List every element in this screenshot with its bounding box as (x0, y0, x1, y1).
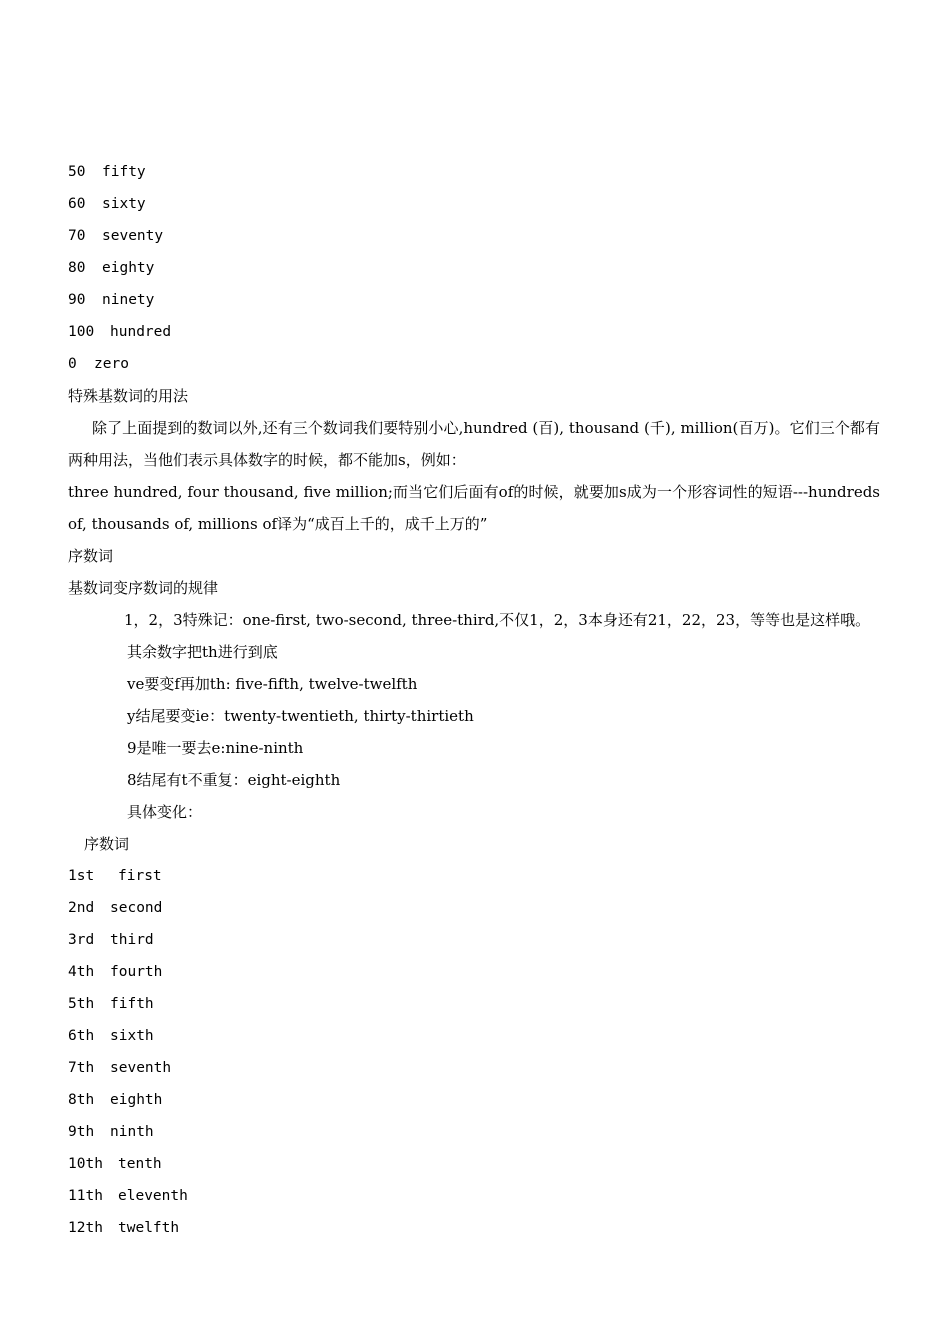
cardinal-number: 60 (68, 196, 86, 212)
ordinal-word: fourth (110, 964, 163, 980)
cardinal-word: eighty (102, 260, 155, 276)
ordinal-row (68, 892, 880, 924)
ordinal-rule-item: ve要变f再加th: five-fifth, twelve-twelfth (127, 675, 418, 693)
ordinal-word: seventh (110, 1060, 172, 1076)
ordinal-word: twelfth (118, 1220, 180, 1236)
ordinal-rule-heading: 基数词变序数词的规律 (68, 579, 219, 597)
ordinal-word: tenth (118, 1156, 162, 1172)
ordinal-number: 12th (68, 1220, 103, 1236)
ordinal-number: 8th (68, 1092, 95, 1108)
cardinal-row (68, 220, 880, 252)
cardinal-number: 0 (68, 356, 77, 372)
ordinal-word: eighth (110, 1092, 163, 1108)
ordinal-rule-item: 8结尾有t不重复：eight-eighth (127, 771, 341, 789)
ordinal-number: 3rd (68, 932, 95, 948)
ordinal-row (68, 1084, 880, 1116)
ordinal-number: 6th (68, 1028, 95, 1044)
cardinal-row (68, 284, 880, 316)
ordinal-rule-item: 9是唯一要去e:nine-ninth (127, 739, 304, 757)
ordinal-number: 1st (68, 868, 95, 884)
cardinal-row (68, 316, 880, 348)
cardinal-word: seventy (102, 228, 164, 244)
ordinal-number: 9th (68, 1124, 95, 1140)
ordinal-rule-item: 具体变化： (127, 803, 203, 821)
cardinal-row (68, 252, 880, 284)
special-cardinal-paragraph-2: three hundred, four thousand, five million;而当它们后面有of的时候，就要加s成为一个形容词性的短语---hundreds of, thousands of, millions of译为“成百上千的，成千上万的” (68, 483, 880, 533)
ordinal-row (68, 1020, 880, 1052)
ordinal-row (68, 956, 880, 988)
special-cardinal-heading: 特殊基数词的用法 (68, 387, 189, 405)
ordinal-list-heading: 序数词 (84, 835, 130, 853)
ordinal-word: first (118, 868, 162, 884)
cardinal-number: 70 (68, 228, 86, 244)
ordinal-rules-list (68, 636, 880, 828)
ordinal-word: sixth (110, 1028, 154, 1044)
ordinal-row (68, 1212, 880, 1244)
cardinal-number: 90 (68, 292, 86, 308)
cardinal-row (68, 188, 880, 220)
ordinal-number: 4th (68, 964, 95, 980)
ordinal-word: fifth (110, 996, 154, 1012)
ordinal-row (68, 1116, 880, 1148)
cardinal-word: zero (94, 356, 129, 372)
ordinal-word: third (110, 932, 154, 948)
ordinal-row (68, 860, 880, 892)
ordinal-row (68, 988, 880, 1020)
ordinal-list (68, 860, 880, 1244)
ordinal-row (68, 924, 880, 956)
ordinal-word: second (110, 900, 163, 916)
cardinal-word: fifty (102, 164, 146, 180)
cardinal-number: 50 (68, 164, 86, 180)
ordinal-word: ninth (110, 1124, 154, 1140)
cardinal-number: 100 (68, 324, 95, 340)
ordinal-number: 5th (68, 996, 95, 1012)
document-page (68, 156, 880, 1244)
cardinal-list (68, 156, 880, 380)
ordinal-rule-paragraph: 1，2，3特殊记：one-first, two-second, three-third,不仅1，2，3本身还有21，22，23，等等也是这样哦。 (124, 611, 871, 629)
ordinal-rule-item: 其余数字把th进行到底 (127, 643, 278, 661)
ordinal-word: eleventh (118, 1188, 188, 1204)
cardinal-number: 80 (68, 260, 86, 276)
ordinal-number: 11th (68, 1188, 103, 1204)
ordinal-rule-item: y结尾要变ie：twenty-twentieth, thirty-thirtieth (127, 707, 474, 725)
ordinal-row (68, 1052, 880, 1084)
cardinal-word: ninety (102, 292, 155, 308)
cardinal-row (68, 156, 880, 188)
ordinal-heading: 序数词 (68, 547, 114, 565)
cardinal-word: hundred (110, 324, 172, 340)
ordinal-number: 7th (68, 1060, 95, 1076)
ordinal-number: 10th (68, 1156, 103, 1172)
ordinal-row (68, 1180, 880, 1212)
cardinal-word: sixty (102, 196, 146, 212)
ordinal-row (68, 1148, 880, 1180)
cardinal-row (68, 348, 880, 380)
ordinal-number: 2nd (68, 900, 95, 916)
special-cardinal-paragraph-1: 除了上面提到的数词以外,还有三个数词我们要特别小心,hundred (百), thousand (千), million(百万)。它们三个都有两种用法，当他们表示具体数字的时候，都不能加s，例如： (68, 419, 880, 469)
